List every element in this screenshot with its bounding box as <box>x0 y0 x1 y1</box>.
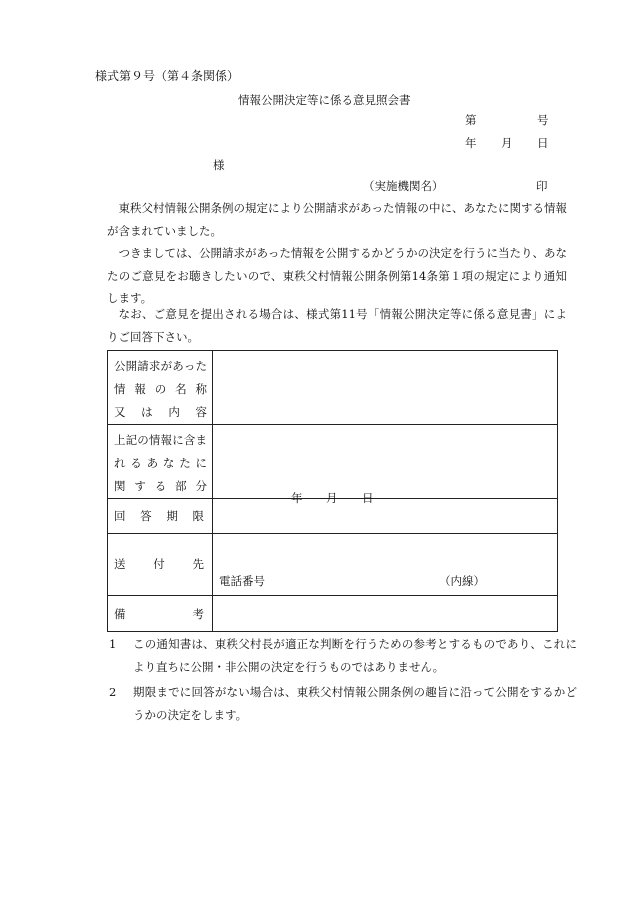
ref-dai: 第 <box>465 113 477 127</box>
list-item <box>109 681 577 727</box>
issuer-seal: 印 <box>536 179 548 193</box>
inquiry-table <box>107 350 558 632</box>
list-item <box>109 633 577 679</box>
table-row <box>108 534 558 596</box>
label-line: 情 報 の 名 称 <box>114 382 207 396</box>
remarks-label: 備 考 <box>114 606 204 621</box>
deadline-label: 回 答 期 限 <box>114 509 204 523</box>
label-line: 関 す る 部 分 <box>114 479 207 493</box>
extension-label: （内線） <box>439 574 485 588</box>
ref-go: 号 <box>537 113 549 127</box>
note-number: 1 <box>109 637 117 651</box>
deadline-month: 月 <box>326 491 338 505</box>
label-line: 公 開 請 求 が あ っ た <box>114 359 207 373</box>
info-name-field[interactable] <box>213 351 558 425</box>
issuer-agency: （実施機関名） <box>363 179 444 193</box>
deadline-field[interactable] <box>213 491 558 534</box>
deadline-day: 日 <box>362 491 374 505</box>
label-line: 又 は 内 容 <box>114 405 207 419</box>
note-text: 期限までに回答がない場合は、東秩父村情報公開条例の趣旨に沿って公開をするかどうかの決定をします。 <box>133 685 577 722</box>
paragraph-3: なお、ご意見を提出される場合は、様式第11号「情報公開決定等に係る意見書」によりご回答下さい。 <box>107 307 567 344</box>
document-title: 情報公開決定等に係る意見照会書 <box>238 93 411 107</box>
note-text: この通知書は、東秩父村長が適正な判断を行うための参考とするものであり、これにより直ちに公開・非公開の決定を行うものではありません。 <box>133 637 577 674</box>
phone-label: 電話番号 <box>219 574 265 588</box>
date-day: 日 <box>537 136 549 150</box>
deadline-year: 年 <box>291 491 303 505</box>
notes-list <box>107 633 577 727</box>
form-id: 様式第９号（第４条関係） <box>95 69 240 83</box>
paragraph-1: 東秩父村情報公開条例の規定により公開請求があった情報の中に、あなたに関する情報が含まれていました。 <box>107 201 567 238</box>
note-number: 2 <box>109 685 117 699</box>
table-row <box>108 351 558 425</box>
row-label-related-part <box>108 425 213 499</box>
table-row <box>108 499 558 534</box>
row-label-info-name <box>108 351 213 425</box>
table-row <box>108 425 558 499</box>
row-label-remarks <box>108 596 213 632</box>
paragraph-2: つきましては、公開請求があった情報を公開するかどうかの決定を行うに当たり、あなたのご意見をお聴きしたいので、東秩父村情報公開条例第14条第１項の規定により通知します。 <box>107 246 567 305</box>
addressee-suffix: 様 <box>213 158 225 172</box>
label-line: れ る あ な た に <box>114 456 207 470</box>
row-label-destination <box>108 534 213 596</box>
destination-field[interactable] <box>213 534 558 596</box>
remarks-field[interactable] <box>213 596 558 632</box>
related-part-field[interactable] <box>213 425 558 499</box>
date-month: 月 <box>501 136 513 150</box>
date-year: 年 <box>465 136 477 150</box>
label-line: 上 記 の 情 報 に 含 ま <box>114 433 207 447</box>
table-row <box>108 596 558 632</box>
row-label-deadline <box>108 499 213 534</box>
destination-label: 送 付 先 <box>114 557 204 571</box>
